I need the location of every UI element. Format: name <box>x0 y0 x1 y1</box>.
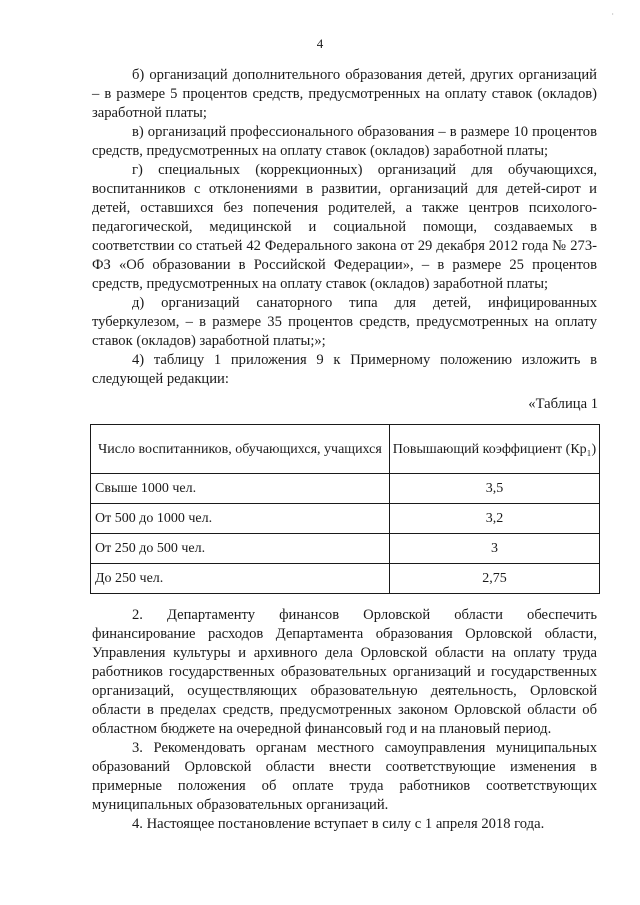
bottom-text-block <box>92 606 597 834</box>
row-coefficient: 3 <box>390 534 600 564</box>
paragraph-g: г) специальных (коррекционных) организаций для обучающихся, воспитанников с отклонениями в развитии, организаций для детей-сирот и детей, оставшихся без попечения родителей, а также центров психолого-педагогической, медицинской и социальной помощи, создаваемых в соответствии со статьей 42 Федерального закона от 29 декабря 2012 года № 273-ФЗ «Об образовании в Российской Федерации», – в размере 25 процентов средств, предусмотренных на оплату ставок (окладов) заработной платы; <box>92 162 597 292</box>
paragraph-d: д) организаций санаторного типа для детей, инфицированных туберкулезом, – в размере 35 процентов средств, предусмотренных на оплату ставок (окладов) заработной платы;»; <box>92 295 597 349</box>
corner-mark: · <box>611 10 614 19</box>
paragraph-item-3: 3. Рекомендовать органам местного самоуправления муниципальных образований Орловской области внести соответствующие изменения в примерные положения об оплате труда работников соответствующих муниципальных образовательных организаций. <box>92 740 597 813</box>
table-header-row <box>91 425 600 474</box>
paragraph-b: б) организаций дополнительного образования детей, других организаций – в размере 5 процентов средств, предусмотренных на оплату ставок (окладов) заработной платы; <box>92 67 597 121</box>
header-coefficient: Повышающий коэффициент (Кр₁) <box>390 425 600 474</box>
header-pupil-count: Число воспитанников, обучающихся, учащихся <box>91 425 390 474</box>
paragraph-item-2: 2. Департаменту финансов Орловской области обеспечить финансирование расходов Департамента образования Орловской области, Управления культуры и архивного дела Орловской области на оплату труда работников государственных образовательных организаций и государственных организаций, осуществляющих образовательную деятельность, Орловской области в пределах средств, предусмотренных законом Орловской области об областном бюджете на очередной финансовый год и на плановый период. <box>92 607 597 737</box>
paragraph-v: в) организаций профессионального образования – в размере 10 процентов средств, предусмотренных на оплату ставок (окладов) заработной платы; <box>92 124 597 159</box>
row-pupil-range: Свыше 1000 чел. <box>91 474 390 504</box>
top-text-block <box>92 66 597 389</box>
table-caption: «Таблица 1 <box>528 396 598 412</box>
coefficient-table <box>90 424 600 594</box>
page-number: 4 <box>316 36 324 51</box>
table-row <box>91 564 600 594</box>
row-coefficient: 3,5 <box>390 474 600 504</box>
row-pupil-range: От 250 до 500 чел. <box>91 534 390 564</box>
row-coefficient: 3,2 <box>390 504 600 534</box>
table-row <box>91 504 600 534</box>
table-row <box>91 534 600 564</box>
table-row <box>91 474 600 504</box>
row-pupil-range: До 250 чел. <box>91 564 390 594</box>
paragraph-item-4: 4) таблицу 1 приложения 9 к Примерному положению изложить в следующей редакции: <box>92 352 597 387</box>
paragraph-item-4-final: 4. Настоящее постановление вступает в силу с 1 апреля 2018 года. <box>132 816 545 832</box>
row-coefficient: 2,75 <box>390 564 600 594</box>
row-pupil-range: От 500 до 1000 чел. <box>91 504 390 534</box>
